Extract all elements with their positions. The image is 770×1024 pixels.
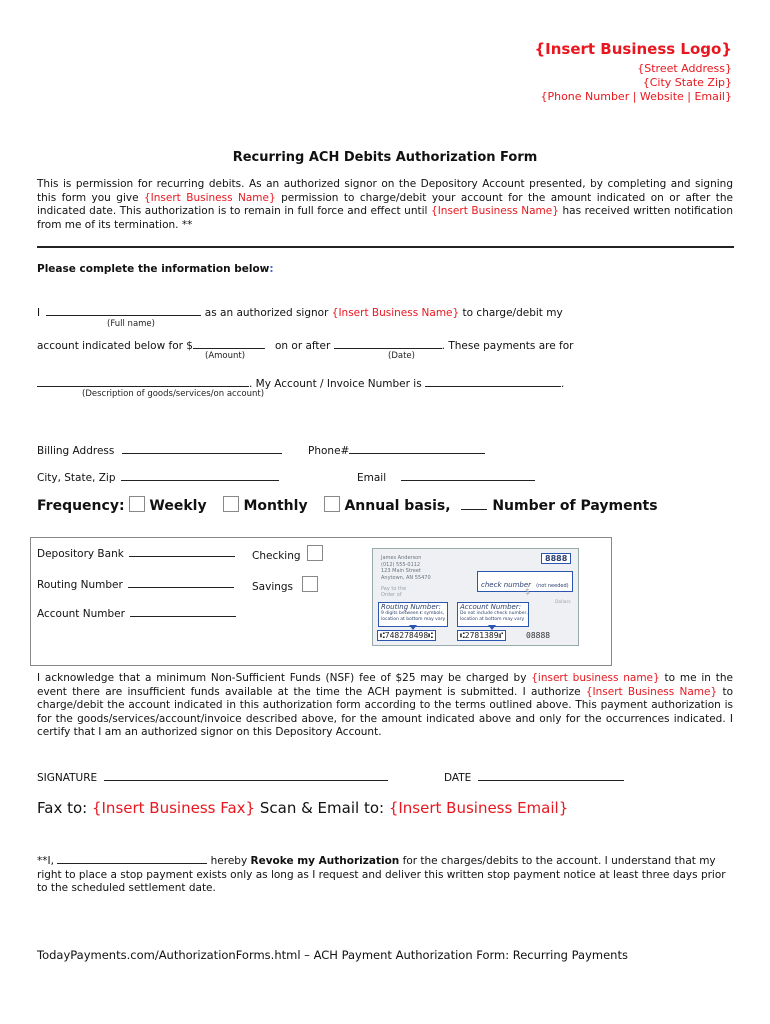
account-number-callout: Account Number: Do not include check number, location at bottom may vary	[457, 602, 529, 627]
full-name-field[interactable]	[46, 305, 201, 316]
auth-line-3: . My Account / Invoice Number is .	[37, 376, 564, 390]
savings-row: Savings	[252, 576, 322, 593]
dollar-sign: $	[525, 587, 531, 596]
routing-number-callout: Routing Number: 9 digits between ⑆ symbols, location at bottom may vary	[378, 602, 448, 627]
routing-number-field[interactable]	[128, 577, 234, 588]
invoice-number-field[interactable]	[425, 376, 561, 387]
check-owner-info: James Anderson (012) 555-0112 123 Main Street Anytown, AN 55470	[381, 555, 431, 581]
description-field[interactable]	[37, 376, 249, 387]
pay-to-text: Pay to the Order of	[381, 586, 407, 598]
phone-row: Phone#	[308, 443, 485, 457]
check-number-callout: check number (not needed)	[477, 571, 573, 592]
nsf-acknowledgement: I acknowledge that a minimum Non-Sufficient Funds (NSF) fee of $25 may be charged by {insert business name} to me in the event there are insufficient funds available at the time the ACH payment is submitted. I authorize {Insert Business Name} to charge/debit the account indicated in this authorization form according to the terms outlined above. This payment authorization is for the goods/services/account/invoice described above, for the amount indicated above and only for the occurrences indicated. I certify that I am an authorized signor on this Depository Account.	[37, 672, 733, 739]
amount-caption: (Amount)	[205, 351, 246, 361]
form-title: Recurring ACH Debits Authorization Form	[232, 150, 538, 165]
auth-line-2: account indicated below for $ on or after . These payments are for	[37, 340, 574, 352]
depository-bank-field[interactable]	[129, 546, 235, 557]
business-logo-placeholder: {Insert Business Logo}	[534, 40, 732, 58]
email-row: Email	[357, 470, 535, 484]
date-field[interactable]	[334, 338, 442, 349]
intro-paragraph: This is permission for recurring debits. As an authorized signor on the Depository Account presented, by completing and signing this form you give {Insert Business Name} permission to charge/debit your account for the amount indicated on or after the indicated date. This authorization is to remain in full force and effect until {Insert Business Name} has received written notification from me of its termination. **	[37, 178, 734, 231]
section-heading: Please complete the information below:	[37, 263, 274, 275]
micr-account: ⑆2781389⑈	[457, 630, 506, 641]
micr-routing: ⑆748278498⑆	[377, 630, 436, 641]
auth-line-1: I as an authorized signor {Insert Business Name} to charge/debit my	[37, 307, 563, 319]
depository-row: Depository Bank	[37, 546, 235, 560]
monthly-checkbox[interactable]	[223, 496, 239, 512]
routing-row: Routing Number	[37, 577, 234, 591]
contact-info: {Phone Number | Website | Email}	[540, 90, 732, 103]
revoke-paragraph: **I, hereby Revoke my Authorization for the charges/debits to the account. I understand that my right to place a stop payment exists only as long as I request and deliver this written stop payment notice at least three days prior to the scheduled settlement date.	[37, 855, 726, 895]
micr-check-number: 08888	[526, 631, 551, 640]
frequency-row: Frequency: Weekly Monthly Annual basis, Number of Payments	[37, 498, 658, 514]
full-name-caption: (Full name)	[107, 319, 155, 329]
description-caption: (Description of goods/services/on account)	[82, 389, 265, 399]
signature-date-field[interactable]	[478, 770, 624, 781]
phone-field[interactable]	[349, 443, 485, 454]
check-number-box: 8888	[541, 553, 571, 564]
billing-address-row: Billing Address	[37, 443, 282, 457]
checking-row: Checking	[252, 545, 327, 562]
footer-text: TodayPayments.com/AuthorizationForms.html – ACH Payment Authorization Form: Recurring Payments	[37, 948, 628, 962]
sample-check-image	[372, 548, 579, 646]
revoke-name-field[interactable]	[57, 853, 207, 864]
city-state-zip-field[interactable]	[121, 470, 279, 481]
date-row: DATE	[444, 770, 624, 784]
street-address: {Street Address}	[637, 62, 732, 75]
fax-email-line: Fax to: {Insert Business Fax} Scan & Email to: {Insert Business Email}	[37, 799, 569, 817]
dollars-text: Dollars	[555, 600, 571, 605]
account-row: Account Number	[37, 606, 236, 620]
number-of-payments-field[interactable]	[461, 497, 487, 510]
checking-checkbox[interactable]	[307, 545, 323, 561]
signature-field[interactable]	[104, 770, 388, 781]
signature-row: SIGNATURE	[37, 770, 388, 784]
weekly-checkbox[interactable]	[129, 496, 145, 512]
billing-address-field[interactable]	[122, 443, 282, 454]
city-row: City, State, Zip	[37, 470, 279, 484]
divider	[37, 246, 734, 248]
email-field[interactable]	[401, 470, 535, 481]
date-caption: (Date)	[388, 351, 415, 361]
savings-checkbox[interactable]	[302, 576, 318, 592]
annual-checkbox[interactable]	[324, 496, 340, 512]
city-state-zip: {City State Zip}	[642, 76, 732, 89]
amount-field[interactable]	[193, 338, 265, 349]
account-number-field[interactable]	[130, 606, 236, 617]
